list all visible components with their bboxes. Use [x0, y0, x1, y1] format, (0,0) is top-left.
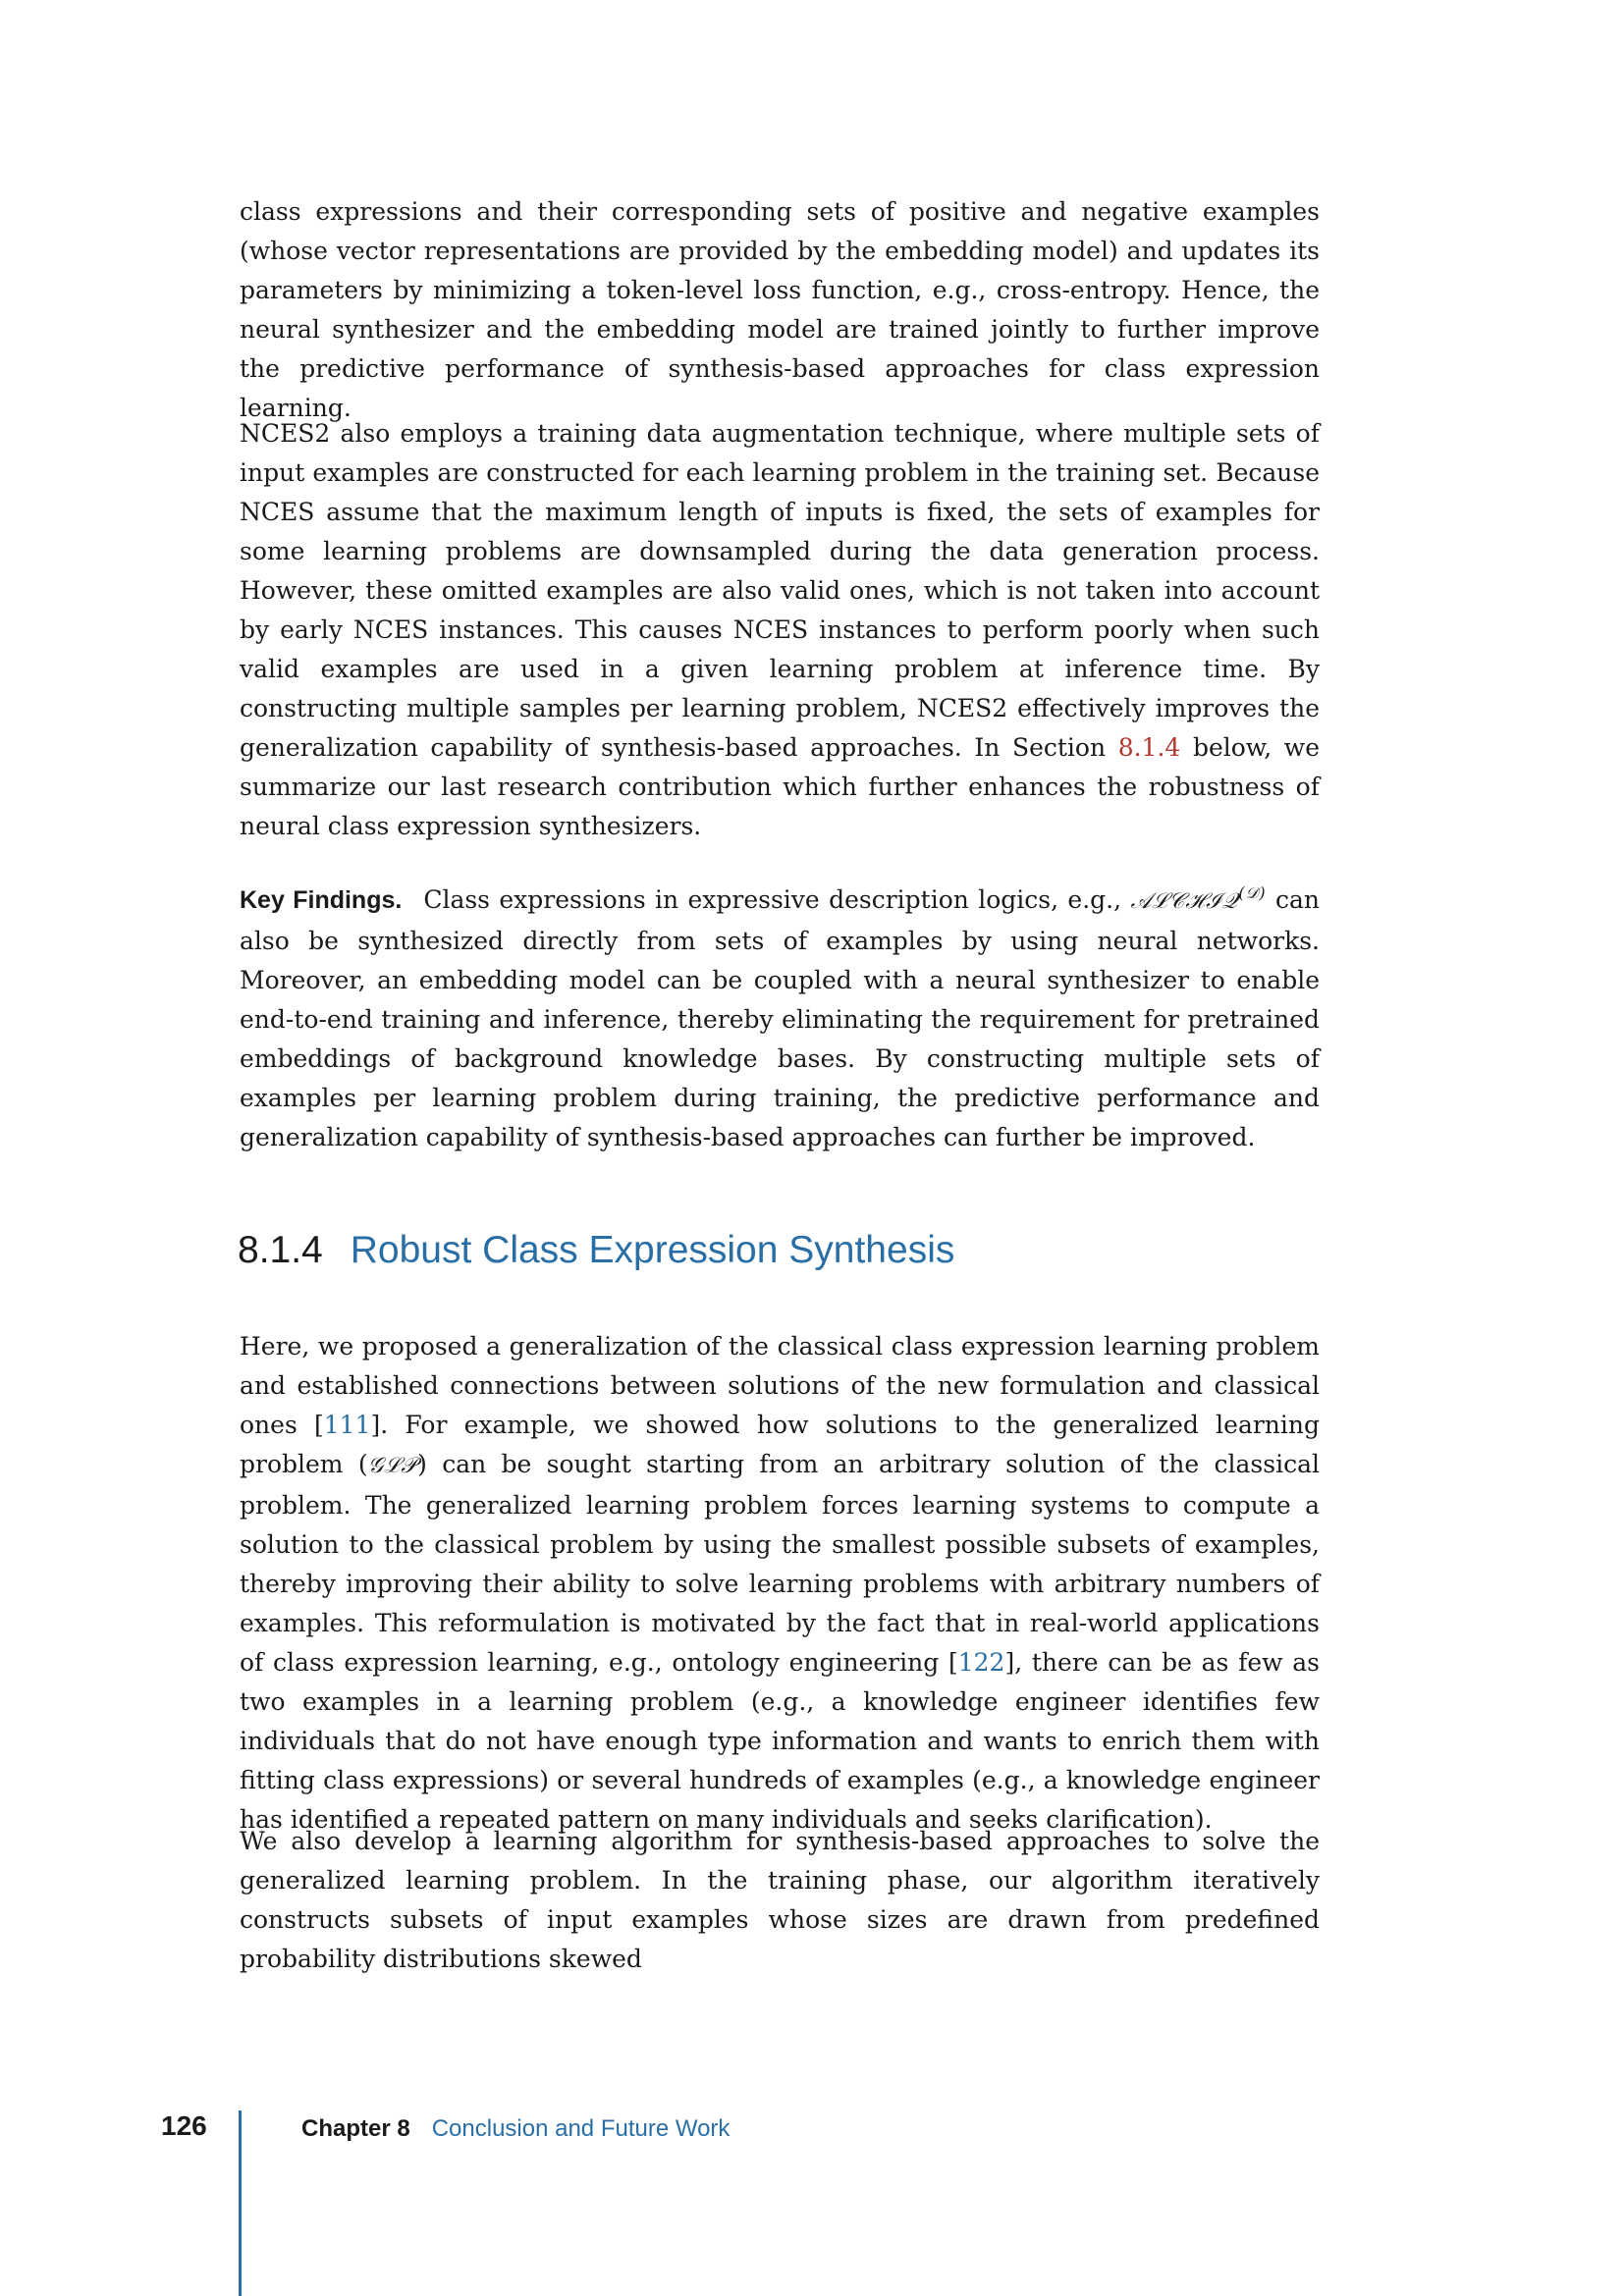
logic-formula [1130, 883, 1267, 914]
body-paragraph-2 [240, 414, 1320, 846]
paragraph-text: can also be synthesized directly from sets of examples by using neural networks. Moreover, an embedding model can be coupled with a neural synthesizer to enable end-to-end training and inference, thereby eliminating the requirement for pretrained embeddings of background knowledge bases. By constructing multiple sets of examples per learning problem during training, the predictive performance and generalization capability of synthesis-based approaches can further be improved. [240, 885, 1320, 1151]
footer-divider [239, 2110, 242, 2296]
logic-superscript: (𝒟) [1238, 883, 1267, 902]
body-paragraph-1: class expressions and their corresponding sets of positive and negative examples (whose vector representations are provided by the embedding model) and updates its parameters by minimizing a token-level loss function, e.g., cross-entropy. Hence, the neural synthesizer and the embedding model are trained jointly to further improve the predictive performance of synthesis-based approaches for class expression learning. [240, 197, 1320, 422]
logic-name: 𝒜ℒ𝒞ℋℐ𝒬 [1130, 889, 1239, 914]
key-findings-paragraph [240, 874, 1320, 1157]
key-findings-label: Key Findings. [240, 886, 403, 914]
paragraph-text: ]. For example, we showed how solutions to the generalized learning problem ( [240, 1411, 1321, 1478]
citation-link[interactable]: 111 [323, 1411, 371, 1439]
body-paragraph-3 [240, 1327, 1320, 1840]
page-number: 126 [161, 2110, 207, 2141]
footer-chapter [301, 2115, 730, 2143]
section-number: 8.1.4 [238, 1229, 323, 1271]
paragraph-text: NCES2 also employs a training data augmentation technique, where multiple sets of input examples are constructed for each learning problem in the training set. Because NCES assume that the maximum length of inputs is fixed, the sets of examples for some learning problems are downsampled during the data generation process. However, these omitted examples are also valid ones, which is not taken into account by early NCES instances. This causes NCES instances to perform poorly when such valid examples are used in a given learning problem at inference time. By constructing multiple samples per learning problem, NCES2 effectively improves the generalization capability of synthesis-based approaches. In Section [240, 419, 1320, 762]
body-paragraph-4: We also develop a learning algorithm for synthesis-based approaches to solve the generalized learning problem. In the training phase, our algorithm iteratively constructs subsets of input examples whose sizes are drawn from predefined probability distributions skewed [240, 1827, 1320, 1973]
section-title: Robust Class Expression Synthesis [350, 1229, 955, 1271]
paragraph-text: ) can be sought starting from an arbitrary solution of the classical problem. The generalized learning problem forces learning systems to compute a solution to the classical problem by using the smallest possible subsets of examples, thereby improving their ability to solve learning problems with arbitrary numbers of examples. This reformulation is motivated by the fact that in real-world applications of class expression learning, e.g., ontology engineering [ [240, 1450, 1320, 1677]
section-heading [238, 1227, 954, 1274]
section-crossref-link[interactable]: 8.1.4 [1117, 733, 1181, 762]
logic-formula: 𝒢ℒ𝒫 [367, 1454, 418, 1478]
citation-link[interactable]: 122 [957, 1648, 1005, 1677]
footer-chapter-title[interactable]: Conclusion and Future Work [431, 2115, 731, 2142]
footer-chapter-label: Chapter 8 [301, 2115, 410, 2142]
paragraph-text: Class expressions in expressive description logics, e.g., [423, 885, 1131, 914]
paragraph-text: below, we summarize our last research contribution which further enhances the robustness of neural class expression synthesizers. [240, 733, 1320, 840]
paragraph-text: Here, we proposed a generalization of the classical class expression learning problem and established connections between solutions of the new formulation and classical ones [ [240, 1332, 1320, 1439]
paragraph-text: ], there can be as few as two examples in a learning problem (e.g., a knowledge engineer identifies few individuals that do not have enough type information and wants to enrich them with fitting class expressions) or several hundreds of examples (e.g., a knowledge engineer has identified a repeated pattern on many individuals and seeks clarification). [240, 1648, 1320, 1834]
